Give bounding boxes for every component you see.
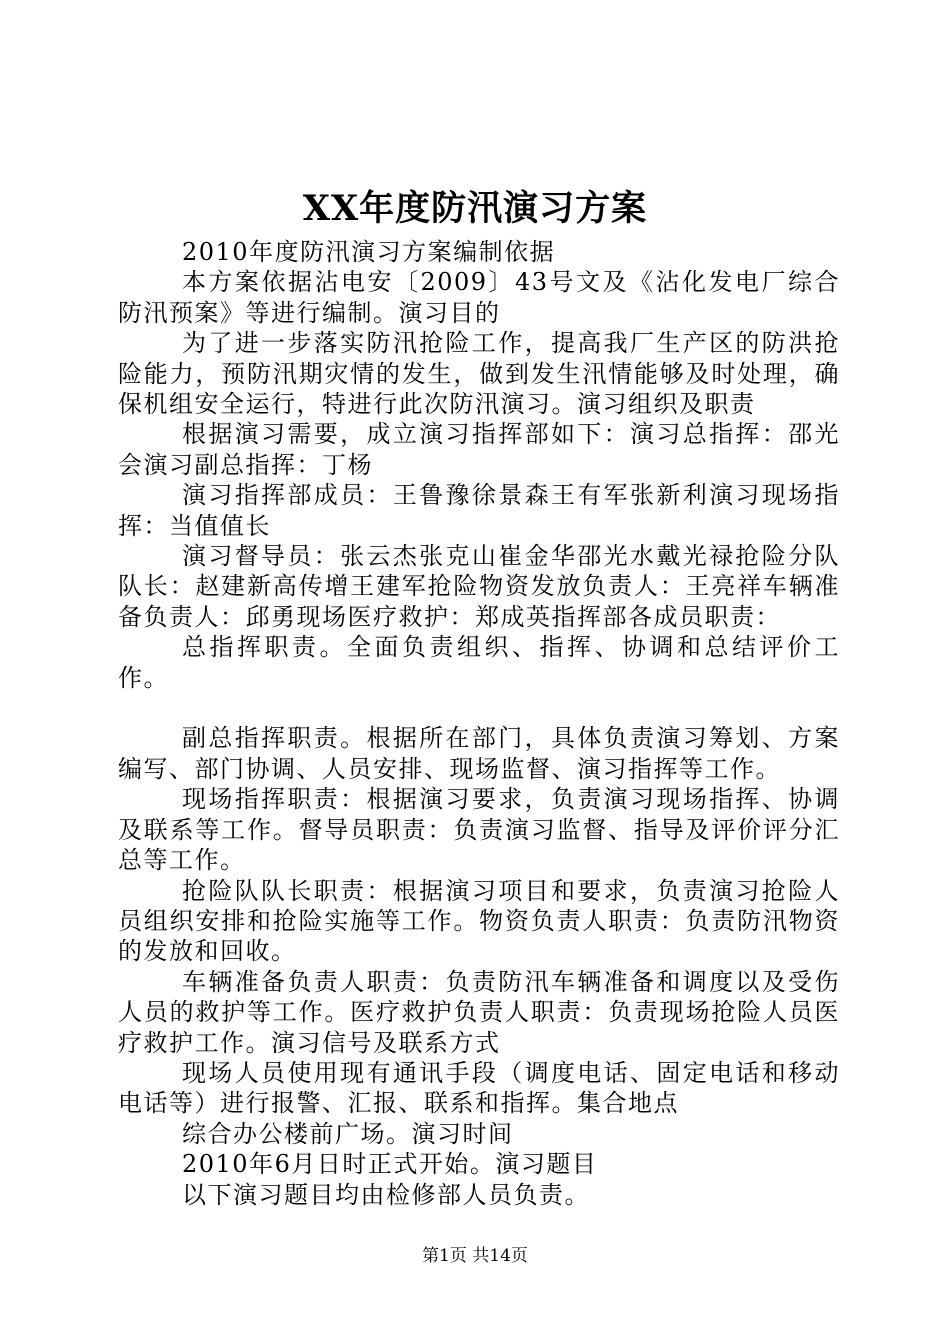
paragraph-communication: 现场人员使用现有通讯手段（调度电话、固定电话和移动电话等）进行报警、汇报、联系和指挥。集合地点 (118, 1058, 840, 1118)
paragraph-objective: 为了进一步落实防汛抢险工作，提高我厂生产区的防洪抢险能力，预防汛期灾情的发生，做到发生汛情能够及时处理，确保机组安全运行，特进行此次防汛演习。演习组织及职责 (118, 329, 840, 419)
paragraph-deputy-duties: 副总指挥职责。根据所在部门，具体负责演习筹划、方案编写、部门协调、人员安排、现场监督、演习指挥等工作。 (118, 724, 840, 783)
page-number: 第1页 共14页 (422, 1246, 528, 1266)
paragraph-assembly-point: 综合办公楼前广场。演习时间 (182, 1119, 514, 1148)
paragraph-purpose: 本方案依据沾电安〔2009〕43号文及《沾化发电厂综合防汛预案》等进行编制。演习目的 (118, 268, 840, 327)
page-title: XX年度防汛演习方案 (302, 188, 648, 229)
paragraph-chief-duties: 总指挥职责。全面负责组织、指挥、协调和总结评价工作。 (118, 633, 840, 692)
paragraph-supervisors: 演习督导员：张云杰张克山崔金华邵光水戴光禄抢险分队队长：赵建新高传增王建军抢险物资发放负责人：王亮祥车辆准备负责人：邱勇现场医疗救护：郑成英指挥部各成员职责： (118, 542, 840, 631)
paragraph-spacer (118, 693, 840, 723)
paragraph-vehicle-duties: 车辆准备负责人职责：负责防汛车辆准备和调度以及受伤人员的救护等工作。医疗救护负责人职责：负责现场抢险人员医疗救护工作。演习信号及联系方式 (118, 967, 840, 1057)
paragraph-command-structure: 根据演习需要，成立演习指挥部如下：演习总指挥：邵光会演习副总指挥：丁杨 (118, 420, 840, 479)
paragraph-site-commander-duties: 现场指挥职责：根据演习要求，负责演习现场指挥、协调及联系等工作。督导员职责：负责演习监督、指导及评价评分汇总等工作。 (118, 785, 840, 875)
paragraph-command-members: 演习指挥部成员：王鲁豫徐景森王有军张新利演习现场指挥：当值值长 (118, 481, 840, 540)
paragraph-drill-time: 2010年6月日时正式开始。演习题目 (182, 1150, 598, 1179)
paragraph-rescue-leader-duties: 抢险队队长职责：根据演习项目和要求，负责演习抢险人员组织安排和抢险实施等工作。物资负责人职责：负责防汛物资的发放和回收。 (118, 876, 840, 966)
document-body (118, 237, 840, 1210)
paragraph-drill-topics: 以下演习题目均由检修部人员负责。 (182, 1180, 590, 1209)
paragraph-basis: 2010年度防汛演习方案编制依据 (182, 238, 556, 266)
